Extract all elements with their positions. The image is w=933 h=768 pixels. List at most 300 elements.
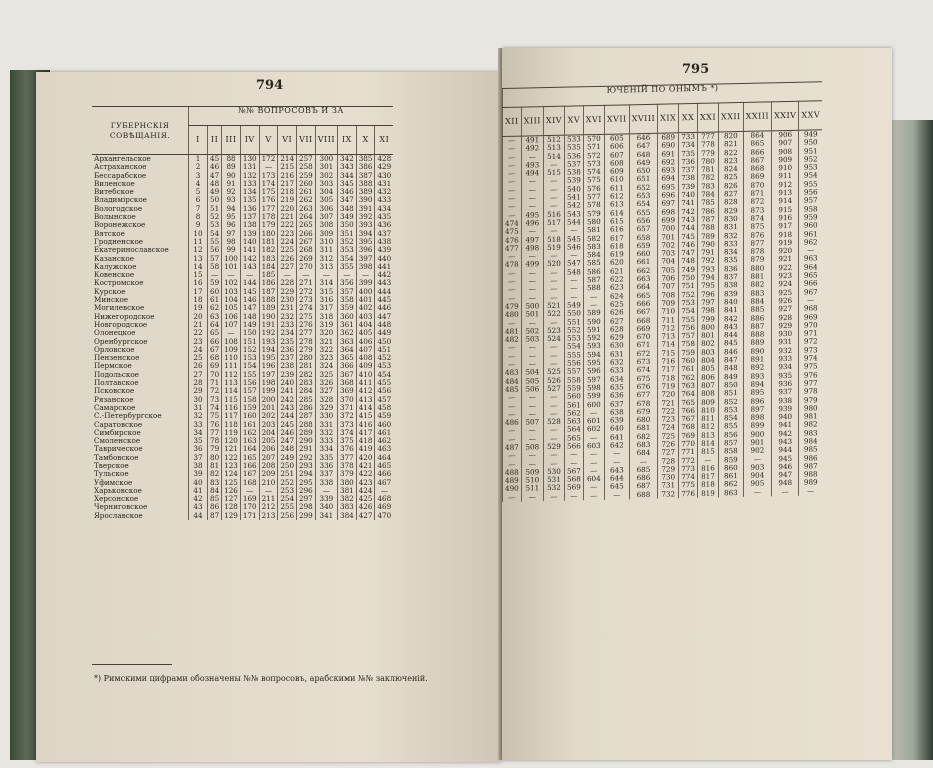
cell-value: 479 bbox=[503, 303, 522, 312]
cell-value: 528 bbox=[543, 418, 564, 427]
cell-value: 395 bbox=[356, 238, 375, 246]
cell-value: 142 bbox=[240, 255, 259, 263]
cell-value: 660 bbox=[629, 250, 657, 259]
cell-value: 904 bbox=[743, 472, 771, 481]
cell-value: 657 bbox=[629, 225, 657, 234]
cell-value: — bbox=[315, 271, 337, 279]
cell-value: 364 bbox=[338, 346, 357, 354]
cell-value: 594 bbox=[583, 351, 604, 360]
cell-value: 223 bbox=[278, 230, 297, 238]
cell-value: 683 bbox=[629, 441, 657, 450]
cell-value: 797 bbox=[697, 298, 718, 307]
cell-value: 681 bbox=[629, 424, 657, 433]
cell-value: 610 bbox=[604, 176, 629, 185]
cell-value: 339 bbox=[315, 495, 337, 503]
cell-value: 137 bbox=[240, 213, 259, 221]
cell-value: — bbox=[208, 271, 222, 279]
cell-value: 801 bbox=[697, 332, 718, 341]
cell-value: 493 bbox=[521, 161, 543, 170]
cell-value: 774 bbox=[679, 473, 698, 482]
cell-value: 532 bbox=[543, 484, 564, 493]
cell-value: 317 bbox=[315, 304, 337, 312]
cell-value: 441 bbox=[375, 263, 393, 271]
cell-value: 584 bbox=[583, 251, 604, 260]
cell-value: 829 bbox=[719, 207, 744, 216]
cell-value: 970 bbox=[799, 321, 822, 330]
cell-value: 411 bbox=[356, 379, 375, 387]
cell-value: — bbox=[503, 493, 522, 502]
cell-value: — bbox=[799, 487, 822, 496]
cell-value: 1 bbox=[189, 155, 208, 164]
cell-value: 250 bbox=[278, 462, 297, 470]
cell-value: 607 bbox=[604, 151, 629, 160]
cell-value: 818 bbox=[697, 481, 718, 490]
cell-value: 29 bbox=[189, 387, 208, 395]
cell-value: 51 bbox=[208, 205, 222, 213]
cell-value: 434 bbox=[375, 205, 393, 213]
cell-value: — bbox=[521, 344, 543, 353]
cell-value: 911 bbox=[772, 172, 799, 181]
cell-value: 684 bbox=[629, 449, 657, 458]
cell-value: 961 bbox=[799, 230, 822, 239]
cell-value: 981 bbox=[799, 412, 822, 421]
cell-value: 569 bbox=[565, 484, 584, 493]
cell-value: 490 bbox=[503, 485, 522, 494]
cell-value: — bbox=[521, 460, 543, 469]
cell-value: 783 bbox=[697, 182, 718, 191]
cell-value: 982 bbox=[799, 421, 822, 430]
cell-value: 405 bbox=[356, 329, 375, 337]
cell-value: 347 bbox=[338, 196, 357, 204]
cell-value: 807 bbox=[697, 381, 718, 390]
cell-value: 177 bbox=[259, 205, 278, 213]
cell-value: 385 bbox=[356, 155, 375, 164]
cell-value: 44 bbox=[189, 512, 208, 520]
cell-value: 809 bbox=[697, 398, 718, 407]
cell-value: 720 bbox=[658, 391, 679, 400]
cell-value: 269 bbox=[297, 255, 316, 263]
cell-value: 227 bbox=[278, 263, 297, 271]
cell-value: 439 bbox=[375, 246, 393, 254]
cell-value: 712 bbox=[658, 324, 679, 333]
cell-value: 855 bbox=[719, 422, 744, 431]
governorate-name: Гродненское bbox=[94, 236, 144, 246]
cell-value: 755 bbox=[679, 315, 698, 324]
cell-value: 331 bbox=[315, 421, 337, 429]
cell-value: 548 bbox=[565, 268, 584, 277]
cell-value: 151 bbox=[240, 338, 259, 346]
cell-value: 306 bbox=[315, 205, 337, 213]
cell-value: 149 bbox=[240, 321, 259, 329]
cell-value: 171 bbox=[240, 512, 259, 520]
cell-value: 880 bbox=[743, 264, 771, 273]
column-header: IX bbox=[338, 126, 357, 155]
cell-value: — bbox=[503, 435, 522, 444]
cell-value: 651 bbox=[629, 175, 657, 184]
cell-value: 603 bbox=[583, 442, 604, 451]
cell-value: 535 bbox=[565, 144, 584, 153]
cell-value: 778 bbox=[697, 141, 718, 150]
cell-value: 212 bbox=[259, 503, 278, 511]
cell-value: 278 bbox=[297, 338, 316, 346]
cell-value: 28 bbox=[189, 379, 208, 387]
cell-value: — bbox=[297, 271, 316, 279]
cell-value: 621 bbox=[604, 267, 629, 276]
cell-value: 756 bbox=[679, 324, 698, 333]
cell-value: — bbox=[543, 393, 564, 402]
cell-value: 268 bbox=[297, 246, 316, 254]
cell-value: 673 bbox=[629, 358, 657, 367]
cell-value: 481 bbox=[503, 327, 522, 336]
cell-value: 951 bbox=[799, 147, 822, 156]
cell-value: 760 bbox=[679, 357, 698, 366]
cell-value: 352 bbox=[338, 238, 357, 246]
cell-value: 788 bbox=[697, 224, 718, 233]
cell-value: 69 bbox=[208, 362, 222, 370]
cell-value: 862 bbox=[719, 480, 744, 489]
cell-value: 505 bbox=[521, 377, 543, 386]
cell-value: 418 bbox=[356, 437, 375, 445]
cell-value: 311 bbox=[315, 246, 337, 254]
cell-value: 334 bbox=[315, 445, 337, 453]
cell-value: 751 bbox=[679, 282, 698, 291]
cell-value: 259 bbox=[297, 172, 316, 180]
cell-value: 6 bbox=[189, 196, 208, 204]
cell-value: 288 bbox=[297, 421, 316, 429]
cell-value: 284 bbox=[297, 387, 316, 395]
cell-value: 884 bbox=[743, 297, 771, 306]
cell-value: — bbox=[543, 185, 564, 194]
cell-value: 146 bbox=[240, 296, 259, 304]
cell-value: 66 bbox=[208, 338, 222, 346]
cell-value: 645 bbox=[604, 483, 629, 492]
cell-value: 85 bbox=[208, 495, 222, 503]
cell-value: 355 bbox=[338, 263, 357, 271]
cell-value: 26 bbox=[189, 362, 208, 370]
cell-value: 211 bbox=[259, 495, 278, 503]
cell-value: 878 bbox=[743, 248, 771, 257]
cell-value: 946 bbox=[772, 463, 799, 472]
cell-value: 320 bbox=[315, 329, 337, 337]
cell-value: 520 bbox=[543, 260, 564, 269]
cell-value: — bbox=[521, 178, 543, 187]
cell-value: 766 bbox=[679, 407, 698, 416]
cell-value: 455 bbox=[375, 379, 393, 387]
cell-value: 465 bbox=[375, 462, 393, 470]
cell-value: 552 bbox=[565, 326, 584, 335]
cell-value: 938 bbox=[772, 396, 799, 405]
cell-value: — bbox=[521, 252, 543, 261]
cell-value: 49 bbox=[208, 188, 222, 196]
cell-value: 578 bbox=[583, 201, 604, 210]
column-header: XXIV bbox=[772, 101, 799, 131]
cell-value: 213 bbox=[259, 512, 278, 520]
cell-value: 114 bbox=[222, 387, 241, 395]
cell-value: 622 bbox=[604, 275, 629, 284]
cell-value: 868 bbox=[743, 165, 771, 174]
cell-value: 153 bbox=[240, 354, 259, 362]
cell-value: 98 bbox=[222, 238, 241, 246]
column-header: XII bbox=[503, 107, 522, 136]
cell-value: 176 bbox=[259, 196, 278, 204]
cell-value: 147 bbox=[240, 304, 259, 312]
cell-value: 895 bbox=[743, 389, 771, 398]
cell-value: 585 bbox=[583, 259, 604, 268]
cell-value: 335 bbox=[315, 454, 337, 462]
cell-value: — bbox=[543, 401, 564, 410]
cell-value: 813 bbox=[697, 431, 718, 440]
cell-value: 489 bbox=[503, 477, 522, 486]
cell-value: 958 bbox=[799, 205, 822, 214]
cell-value: 61 bbox=[208, 296, 222, 304]
cell-value: 850 bbox=[719, 381, 744, 390]
cell-value: 804 bbox=[697, 356, 718, 365]
cell-value: 119 bbox=[222, 429, 241, 437]
cell-value: 82 bbox=[208, 470, 222, 478]
cell-value: 456 bbox=[375, 387, 393, 395]
cell-value: — bbox=[503, 195, 522, 204]
cell-value: 381 bbox=[338, 487, 357, 495]
cell-value: 856 bbox=[719, 431, 744, 440]
cell-value: 365 bbox=[338, 354, 357, 362]
cell-value: 214 bbox=[278, 155, 297, 164]
cell-value: 626 bbox=[604, 309, 629, 318]
cell-value: 242 bbox=[278, 396, 297, 404]
cell-value: — bbox=[503, 460, 522, 469]
cell-value: 808 bbox=[697, 390, 718, 399]
cell-value: 814 bbox=[697, 439, 718, 448]
cell-value: 692 bbox=[658, 158, 679, 167]
governorate-name: Симбирское bbox=[94, 427, 141, 437]
cell-value: 193 bbox=[259, 338, 278, 346]
cell-value: 771 bbox=[679, 448, 698, 457]
cell-value: 291 bbox=[297, 445, 316, 453]
cell-value: 644 bbox=[604, 475, 629, 484]
cell-value: 222 bbox=[278, 221, 297, 229]
cell-value: 199 bbox=[259, 387, 278, 395]
cell-value: 372 bbox=[338, 412, 357, 420]
cell-value: 7 bbox=[189, 205, 208, 213]
cell-value: 487 bbox=[503, 444, 522, 453]
cell-value: 58 bbox=[208, 263, 222, 271]
cell-value: 828 bbox=[719, 198, 744, 207]
cell-value: 545 bbox=[565, 235, 584, 244]
cell-value: 918 bbox=[772, 230, 799, 239]
cell-value: 45 bbox=[208, 155, 222, 164]
cell-value: — bbox=[583, 434, 604, 443]
cell-value: 863 bbox=[719, 489, 744, 498]
governorate-name: Рязанское bbox=[94, 394, 134, 404]
cell-value: 786 bbox=[697, 207, 718, 216]
cell-value: 661 bbox=[629, 258, 657, 267]
cell-value: 240 bbox=[278, 379, 297, 387]
cell-value: 871 bbox=[743, 189, 771, 198]
cell-value: 8 bbox=[189, 213, 208, 221]
cell-value: 255 bbox=[278, 503, 297, 511]
cell-value: 187 bbox=[259, 288, 278, 296]
cell-value: 785 bbox=[697, 199, 718, 208]
cell-value: 975 bbox=[799, 363, 822, 372]
cell-value: 717 bbox=[658, 366, 679, 375]
cell-value: 394 bbox=[356, 230, 375, 238]
cell-value: 238 bbox=[278, 362, 297, 370]
left-table bbox=[92, 106, 393, 520]
cell-value: 313 bbox=[315, 263, 337, 271]
cell-value: — bbox=[521, 227, 543, 236]
cell-value: 820 bbox=[719, 131, 744, 140]
cell-value: 554 bbox=[565, 343, 584, 352]
cell-value: 404 bbox=[356, 321, 375, 329]
cell-value: 185 bbox=[259, 271, 278, 279]
cell-value: 821 bbox=[719, 140, 744, 149]
cell-value: 78 bbox=[208, 437, 222, 445]
cell-value: 55 bbox=[208, 238, 222, 246]
cell-value: 782 bbox=[697, 174, 718, 183]
cell-value: 437 bbox=[375, 230, 393, 238]
cell-value: 498 bbox=[521, 244, 543, 253]
cell-value: 757 bbox=[679, 332, 698, 341]
cell-value: — bbox=[565, 451, 584, 460]
cell-value: 386 bbox=[356, 163, 375, 171]
cell-value: 239 bbox=[278, 371, 297, 379]
cell-value: 409 bbox=[356, 362, 375, 370]
cell-value: 888 bbox=[743, 330, 771, 339]
cell-value: 514 bbox=[543, 152, 564, 161]
cell-value: 102 bbox=[222, 279, 241, 287]
cell-value: 606 bbox=[604, 143, 629, 152]
cell-value: 11 bbox=[189, 238, 208, 246]
page-number-right: 795 bbox=[682, 62, 710, 77]
cell-value: 912 bbox=[772, 181, 799, 190]
cell-value: 754 bbox=[679, 307, 698, 316]
cell-value: 620 bbox=[604, 259, 629, 268]
cell-value: 543 bbox=[565, 210, 584, 219]
cell-value: 890 bbox=[743, 347, 771, 356]
cell-value: 173 bbox=[259, 172, 278, 180]
cell-value: 740 bbox=[679, 191, 698, 200]
cell-value: 210 bbox=[259, 479, 278, 487]
cell-value: 731 bbox=[658, 482, 679, 491]
cell-value: 604 bbox=[583, 475, 604, 484]
cell-value: 852 bbox=[719, 397, 744, 406]
cell-value: 116 bbox=[222, 404, 241, 412]
cell-value: 442 bbox=[375, 271, 393, 279]
cell-value: 954 bbox=[799, 172, 822, 181]
governorate-name: Черниговское bbox=[94, 502, 148, 512]
cell-value: 985 bbox=[799, 446, 822, 455]
cell-value: 579 bbox=[583, 210, 604, 219]
cell-value: 699 bbox=[658, 216, 679, 225]
cell-value: 849 bbox=[719, 373, 744, 382]
cell-value: 765 bbox=[679, 398, 698, 407]
cell-value: 735 bbox=[679, 149, 698, 158]
cell-value: 446 bbox=[375, 304, 393, 312]
cell-value: 978 bbox=[799, 387, 822, 396]
cell-value: 165 bbox=[240, 454, 259, 462]
cell-value: 447 bbox=[375, 313, 393, 321]
cell-value: — bbox=[315, 487, 337, 495]
cell-value: 340 bbox=[315, 503, 337, 511]
cell-value: 654 bbox=[629, 200, 657, 209]
cell-value: 586 bbox=[583, 268, 604, 277]
cell-value: 811 bbox=[697, 415, 718, 424]
cell-value: 523 bbox=[543, 327, 564, 336]
cell-value: 926 bbox=[772, 297, 799, 306]
cell-value: 691 bbox=[658, 150, 679, 159]
cell-value: 486 bbox=[503, 419, 522, 428]
cell-value: 414 bbox=[356, 404, 375, 412]
cell-value: 840 bbox=[719, 298, 744, 307]
cell-value: 60 bbox=[208, 288, 222, 296]
cell-value: 106 bbox=[222, 313, 241, 321]
cell-value: — bbox=[503, 269, 522, 278]
cell-value: 401 bbox=[356, 296, 375, 304]
cell-value: 229 bbox=[278, 288, 297, 296]
cell-value: 257 bbox=[297, 155, 316, 164]
cell-value: 380 bbox=[338, 479, 357, 487]
cell-value: 758 bbox=[679, 340, 698, 349]
cell-value: 894 bbox=[743, 380, 771, 389]
cell-value: 772 bbox=[679, 456, 698, 465]
cell-value: 398 bbox=[356, 263, 375, 271]
cell-value: 539 bbox=[565, 177, 584, 186]
cell-value: 710 bbox=[658, 308, 679, 317]
cell-value: 476 bbox=[503, 236, 522, 245]
governorate-name: Воронежское bbox=[94, 220, 146, 230]
cell-value: 358 bbox=[338, 296, 357, 304]
cell-value: 686 bbox=[629, 474, 657, 483]
cell-value: 379 bbox=[338, 470, 357, 478]
cell-value: 198 bbox=[259, 379, 278, 387]
cell-value: 824 bbox=[719, 165, 744, 174]
cell-value: 913 bbox=[772, 189, 799, 198]
cell-value: 697 bbox=[658, 200, 679, 209]
cell-value: 636 bbox=[604, 392, 629, 401]
cell-value: 574 bbox=[583, 168, 604, 177]
cell-value: 690 bbox=[658, 142, 679, 151]
cell-value: 703 bbox=[658, 249, 679, 258]
cell-value: 110 bbox=[222, 354, 241, 362]
cell-value: 623 bbox=[604, 284, 629, 293]
cell-value: 513 bbox=[543, 144, 564, 153]
cell-value: 789 bbox=[697, 232, 718, 241]
cell-value: 13 bbox=[189, 255, 208, 263]
cell-value: 39 bbox=[189, 470, 208, 478]
cell-value: 322 bbox=[315, 346, 337, 354]
cell-value: 512 bbox=[543, 135, 564, 144]
cell-value: 271 bbox=[297, 279, 316, 287]
cell-value: 567 bbox=[565, 467, 584, 476]
cell-value: 383 bbox=[338, 503, 357, 511]
column-header: XXIII bbox=[743, 102, 771, 132]
cell-value: — bbox=[521, 319, 543, 328]
cell-value: 685 bbox=[629, 466, 657, 475]
cell-value: 732 bbox=[658, 490, 679, 499]
cell-value: 158 bbox=[240, 396, 259, 404]
cell-value: 245 bbox=[278, 421, 297, 429]
cell-value: 830 bbox=[719, 215, 744, 224]
cell-value: 30 bbox=[189, 396, 208, 404]
column-header: XVI bbox=[583, 105, 604, 134]
cell-value: 438 bbox=[375, 238, 393, 246]
header-group-left: №№ ВОПРОСОВЪ И ЗА bbox=[189, 107, 394, 126]
cell-value: 518 bbox=[543, 235, 564, 244]
cell-value: — bbox=[503, 145, 522, 154]
cell-value: — bbox=[543, 194, 564, 203]
cell-value: 597 bbox=[583, 375, 604, 384]
governorate-name: Смоленское bbox=[94, 436, 141, 446]
cell-value: 134 bbox=[240, 188, 259, 196]
